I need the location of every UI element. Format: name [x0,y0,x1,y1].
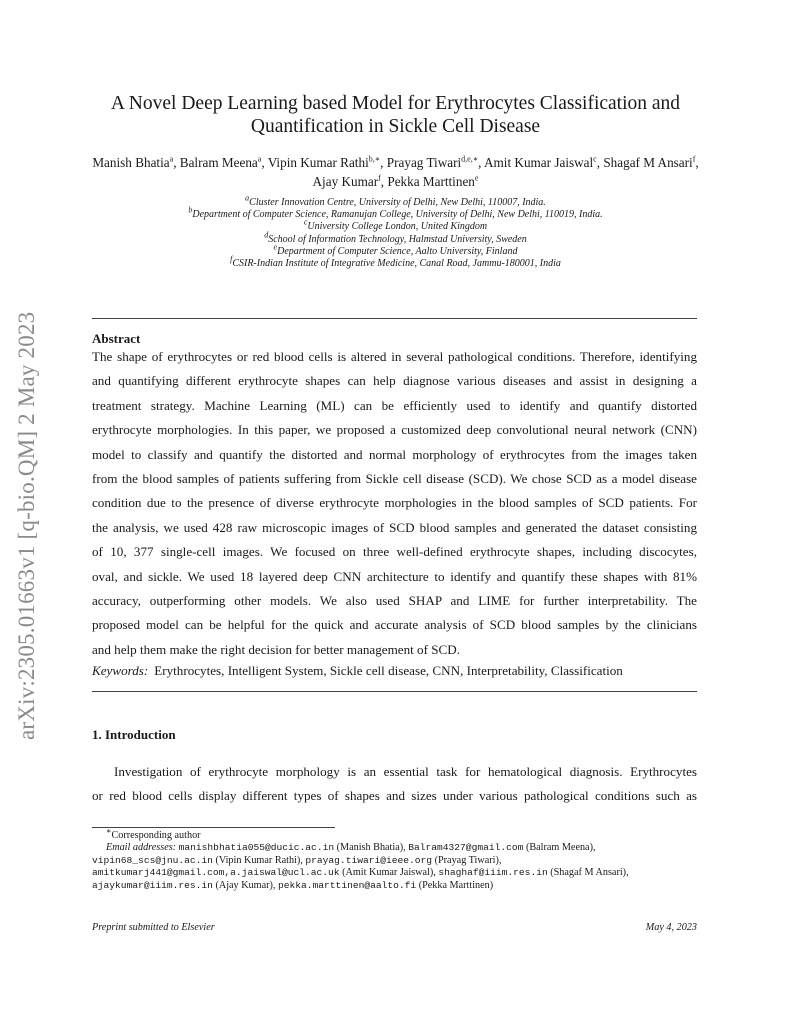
affiliation-mark: c [303,218,308,228]
email-address: ajaykumar@iiim.res.in [92,879,213,891]
author-name: Pekka Marttinen [387,174,475,189]
footnote-text: (Shagaf M Ansari), [547,867,629,879]
author-name: Balram Meena [179,155,258,170]
affiliation-text: University College London, United Kingdom [307,221,488,233]
author-affiliation-mark: a [169,154,174,164]
author [484,155,597,170]
email-address: amitkumarj441@gmail.com,a.jaiswal@ucl.ac.uk [92,867,340,879]
text-line: model to classify and quantify the distorted and normal morphology of erythrocytes from the images taken [92,446,697,462]
divider [92,691,697,692]
text-line: The shape of erythrocytes or red blood cells is altered in several pathological conditions. Therefore, identifying [92,349,697,364]
author-name: Shagaf M Ansari [603,155,693,170]
author-affiliation-mark: f [692,154,696,164]
author [313,174,381,189]
author-name: Ajay Kumar [312,174,379,189]
footnote-corresponding [92,826,712,842]
affiliation [80,205,711,221]
email-address: manishbhatia055@ducic.ac.in [178,842,335,854]
author-list: Manish Bhatia$^a$, Balram Meena$^a$, Vipin Kumar Rathi$^{b,∗}$, Prayag Tiwari$^{d,e,∗}$, Amit Kumar Jaiswal$^c$, Shagaf M Ansari$^f$, Ajay Kumar$^f$, Pekka Marttinen$^e$ [92,154,699,189]
footnotes [92,826,712,892]
author [180,155,262,170]
author-name: Amit Kumar Jaiswal [484,155,594,170]
abstract-heading: Abstract [92,331,141,346]
author-affiliation-mark: c [593,154,597,164]
text-line: or red blood cells display different types of shapes and sizes under various pathological conditions such as [92,788,697,804]
author-affiliation-mark: d,e,∗ [461,154,479,164]
author [387,155,478,170]
author-affiliation-mark: f [378,173,381,183]
email-address: prayag.tiwari@ieee.org [305,854,433,866]
author [268,155,380,170]
affiliation-mark: b [188,205,193,215]
introduction-body [92,760,697,809]
footer-journal: Preprint submitted to Elsevier [92,922,215,933]
footnote-text: (Prayag Tiwari), [432,854,502,866]
author [387,174,478,189]
author-name: Vipin Kumar Rathi [267,155,369,170]
footnote-text: Corresponding author [111,830,201,841]
title-line: Quantification in Sickle Cell Disease [250,116,541,137]
footnote-text: (Vipin Kumar Rathi), [212,854,306,866]
author-affiliation-mark: b,∗ [368,154,381,164]
affiliation-text: Department of Computer Science, Aalto University, Finland [277,245,518,257]
email-label: Email addresses: [106,842,177,854]
affiliation-mark: a [245,193,250,203]
footnote-mark: ∗ [106,826,112,836]
footnote-line [92,867,712,879]
text-line: condition due to the presence of diverse erythrocyte morphologies in the blood samples of SCD patients. For [92,495,697,511]
email-address: shaghaf@iiim.res.in [438,867,548,879]
affiliation [80,218,711,233]
footnote-text: (Amit Kumar Jaiswal), [339,867,439,879]
text-line: erythrocyte morphologies. In this paper, we proposed a customized deep convolutional neural network (CNN) [92,422,697,438]
footnote-divider [92,827,335,828]
arxiv-identifier: arXiv:2305.01663v1 [q-bio.QM] 2 May 2023 [14,311,39,740]
affiliation-mark: d [264,230,269,240]
footer-date: May 4, 2023 [645,922,697,933]
title-line: A Novel Deep Learning based Model for Erythrocytes Classification and [110,93,681,114]
affiliation-mark: e [273,242,278,252]
email-address: Balram4327@gmail.com [408,842,524,854]
footnote-line [92,855,712,867]
paper-title [60,92,731,138]
footnote-line [92,842,712,854]
affiliation-text: Department of Computer Science, Ramanujan College, University of Delhi, New Delhi, 110019, India. [192,209,603,221]
affiliation-mark: f [230,254,233,264]
email-address: vipin68_scs@jnu.ac.in [92,854,213,866]
affiliation [80,230,711,246]
footnote-text: (Balram Meena), [523,842,596,854]
email-address: pekka.marttinen@aalto.fi [277,879,417,891]
footnote-text: (Pekka Marttinen) [416,879,494,891]
text-line: proposed model can be helpful for the quick and accurate analysis of SCD blood samples by the clinicians [92,617,697,633]
author [92,155,173,170]
footnote-text: (Manish Bhatia), [334,842,409,854]
text-line: and quantifying different erythrocyte shapes can help diagnose various diseases and assist in designing a [92,373,697,389]
author-name: Manish Bhatia [92,155,170,170]
affiliation-text: Cluster Innovation Centre, University of Delhi, New Delhi, 110007, India. [249,197,546,208]
author-affiliation-mark: a [257,154,262,164]
affiliation [80,193,711,209]
keywords [92,663,623,679]
abstract-body [92,345,697,662]
affiliations [80,193,711,270]
keywords-text: Erythrocytes, Intelligent System, Sickle cell disease, CNN, Interpretability, Classification [154,663,623,678]
text-line: of 10, 377 single-cell images. We focused on three well-defined erythrocyte shapes, including discocytes, [92,544,697,560]
text-line: treatment strategy. Machine Learning (ML) can be efficiently used to identify and quantify distorted [92,397,697,413]
divider [92,318,697,319]
author-name: Prayag Tiwari [386,155,462,170]
author [603,155,695,170]
affiliation-text: School of Information Technology, Halmstad University, Sweden [268,233,527,245]
text-line: oval, and sickle. We used 18 layered deep CNN architecture to identify and quantify these shapes with 81% [92,568,697,584]
author-affiliation-mark: e [474,173,479,183]
text-line: the analysis, we used 428 raw microscopic images of SCD blood samples and generated the dataset consisting [92,519,697,535]
affiliation-text: CSIR-Indian Institute of Integrative Medicine, Canal Road, Jammu-180001, India [232,258,561,270]
affiliation [80,242,711,258]
text-line: from the blood samples of patients suffering from Sickle cell disease (SCD). We chose SCD as a model disease [92,470,697,486]
text-line: accuracy, outperforming other models. We also used SHAP and LIME for further interpretability. The [92,592,697,608]
footnote-line [92,880,712,892]
affiliation [80,254,711,270]
text-line: Investigation of erythrocyte morphology is an essential task for hematological diagnosis. Erythrocytes [114,764,697,779]
section-heading-introduction: 1. Introduction [92,727,176,742]
keywords-label: Keywords: [92,663,149,678]
footnote-text: (Ajay Kumar), [212,879,278,891]
text-line: and help them make the right decision for better management of SCD. [92,641,460,657]
